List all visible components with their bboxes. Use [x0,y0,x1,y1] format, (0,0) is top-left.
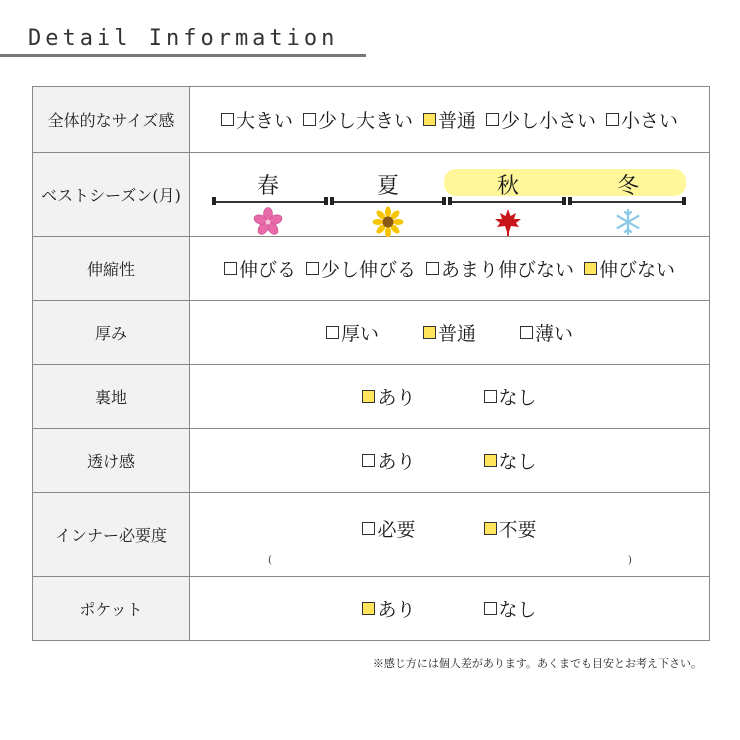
options-stretch [190,255,709,282]
options-inner [190,493,709,542]
sheer-option [362,447,415,474]
stretch-option-label: 伸びない [599,259,676,281]
unchecked-box-icon [306,262,319,275]
stretch-option [426,255,574,282]
paren-open: ( [268,555,272,566]
sheer-option [484,447,537,474]
size-option-label: 普通 [437,110,476,132]
season-tick [682,197,686,205]
options-size [190,106,709,133]
inner-option [362,515,415,542]
label-lining: 裏地 [33,365,190,429]
season-summer: 夏 [376,174,399,199]
row-inner [33,493,710,577]
thickness-option-label: 薄い [535,323,574,345]
label-season: ベストシーズン(月) [33,153,190,237]
snowflake-icon [612,206,644,238]
season-autumn: 秋 [496,174,519,199]
size-option-label: 小さい [621,110,679,132]
unchecked-box-icon [326,326,339,339]
season-line-autumn [448,201,564,203]
thickness-option [520,319,573,346]
row-thickness [33,301,710,365]
size-option [606,106,678,133]
thickness-option [326,319,379,346]
checked-box-icon [362,390,375,403]
lining-option-label: あり [377,387,416,409]
season-winter: 冬 [616,174,639,199]
stretch-option [306,255,416,282]
row-sheer [33,429,710,493]
sunflower-icon [372,206,404,238]
inner-option-label: 必要 [377,519,416,541]
maple-leaf-icon [492,206,524,238]
label-size: 全体的なサイズ感 [33,87,190,153]
size-option [486,106,596,133]
label-inner: インナー必要度 [33,493,190,577]
row-lining [33,365,710,429]
season-tick [442,197,446,205]
unchecked-box-icon [224,262,237,275]
checked-box-icon [362,602,375,615]
pocket-option [484,595,537,622]
sheer-option-label: あり [377,451,416,473]
stretch-option-label: あまり伸びない [441,259,575,281]
size-option [221,106,293,133]
pocket-option-label: あり [377,599,416,621]
row-season [33,153,710,237]
checked-box-icon [484,454,497,467]
thickness-option [423,319,476,346]
season-tick [212,197,216,205]
checked-box-icon [584,262,597,275]
options-sheer [190,447,709,474]
sakura-icon [252,206,284,238]
season-tick [330,197,334,205]
detail-table [32,86,710,641]
stretch-option [584,255,675,282]
unchecked-box-icon [484,602,497,615]
unchecked-box-icon [484,390,497,403]
options-thickness [190,319,709,346]
unchecked-box-icon [362,522,375,535]
thickness-option-label: 厚い [340,323,379,345]
season-line-spring [214,201,326,203]
season-tick [324,197,328,205]
label-stretch: 伸縮性 [33,237,190,301]
stretch-option-label: 少し伸びる [320,259,416,281]
season-tick [562,197,566,205]
unchecked-box-icon [221,113,234,126]
lining-option [362,383,415,410]
options-pocket [190,595,709,622]
paren-close: ) [628,555,632,566]
season-line-summer [330,201,444,203]
size-option [303,106,413,133]
inner-option-label: 不要 [498,519,537,541]
season-chart [190,153,709,236]
season-line-winter [568,201,684,203]
unchecked-box-icon [486,113,499,126]
thickness-option-label: 普通 [437,323,476,345]
sheer-option-label: なし [498,451,537,473]
row-size [33,87,710,153]
unchecked-box-icon [426,262,439,275]
title-underline [0,54,366,57]
label-pocket: ポケット [33,577,190,641]
footnote: ※感じ方には個人差があります。あくまでも目安とお考え下さい。 [372,657,702,670]
size-option-label: 少し小さい [501,110,597,132]
stretch-option-label: 伸びる [238,259,296,281]
season-tick [448,197,452,205]
page-title: Detail Information [28,26,339,51]
lining-option-label: なし [498,387,537,409]
label-thickness: 厚み [33,301,190,365]
pocket-option-label: なし [498,599,537,621]
row-stretch [33,237,710,301]
pocket-option [362,595,415,622]
row-pocket [33,577,710,641]
size-option-label: 大きい [235,110,293,132]
stretch-option [224,255,296,282]
unchecked-box-icon [606,113,619,126]
options-lining [190,383,709,410]
size-option [423,106,476,133]
checked-box-icon [423,326,436,339]
size-option-label: 少し大きい [317,110,413,132]
inner-option [484,515,537,542]
unchecked-box-icon [362,454,375,467]
label-sheer: 透け感 [33,429,190,493]
checked-box-icon [423,113,436,126]
lining-option [484,383,537,410]
unchecked-box-icon [303,113,316,126]
season-tick [568,197,572,205]
checked-box-icon [484,522,497,535]
season-spring: 春 [256,174,279,199]
unchecked-box-icon [520,326,533,339]
